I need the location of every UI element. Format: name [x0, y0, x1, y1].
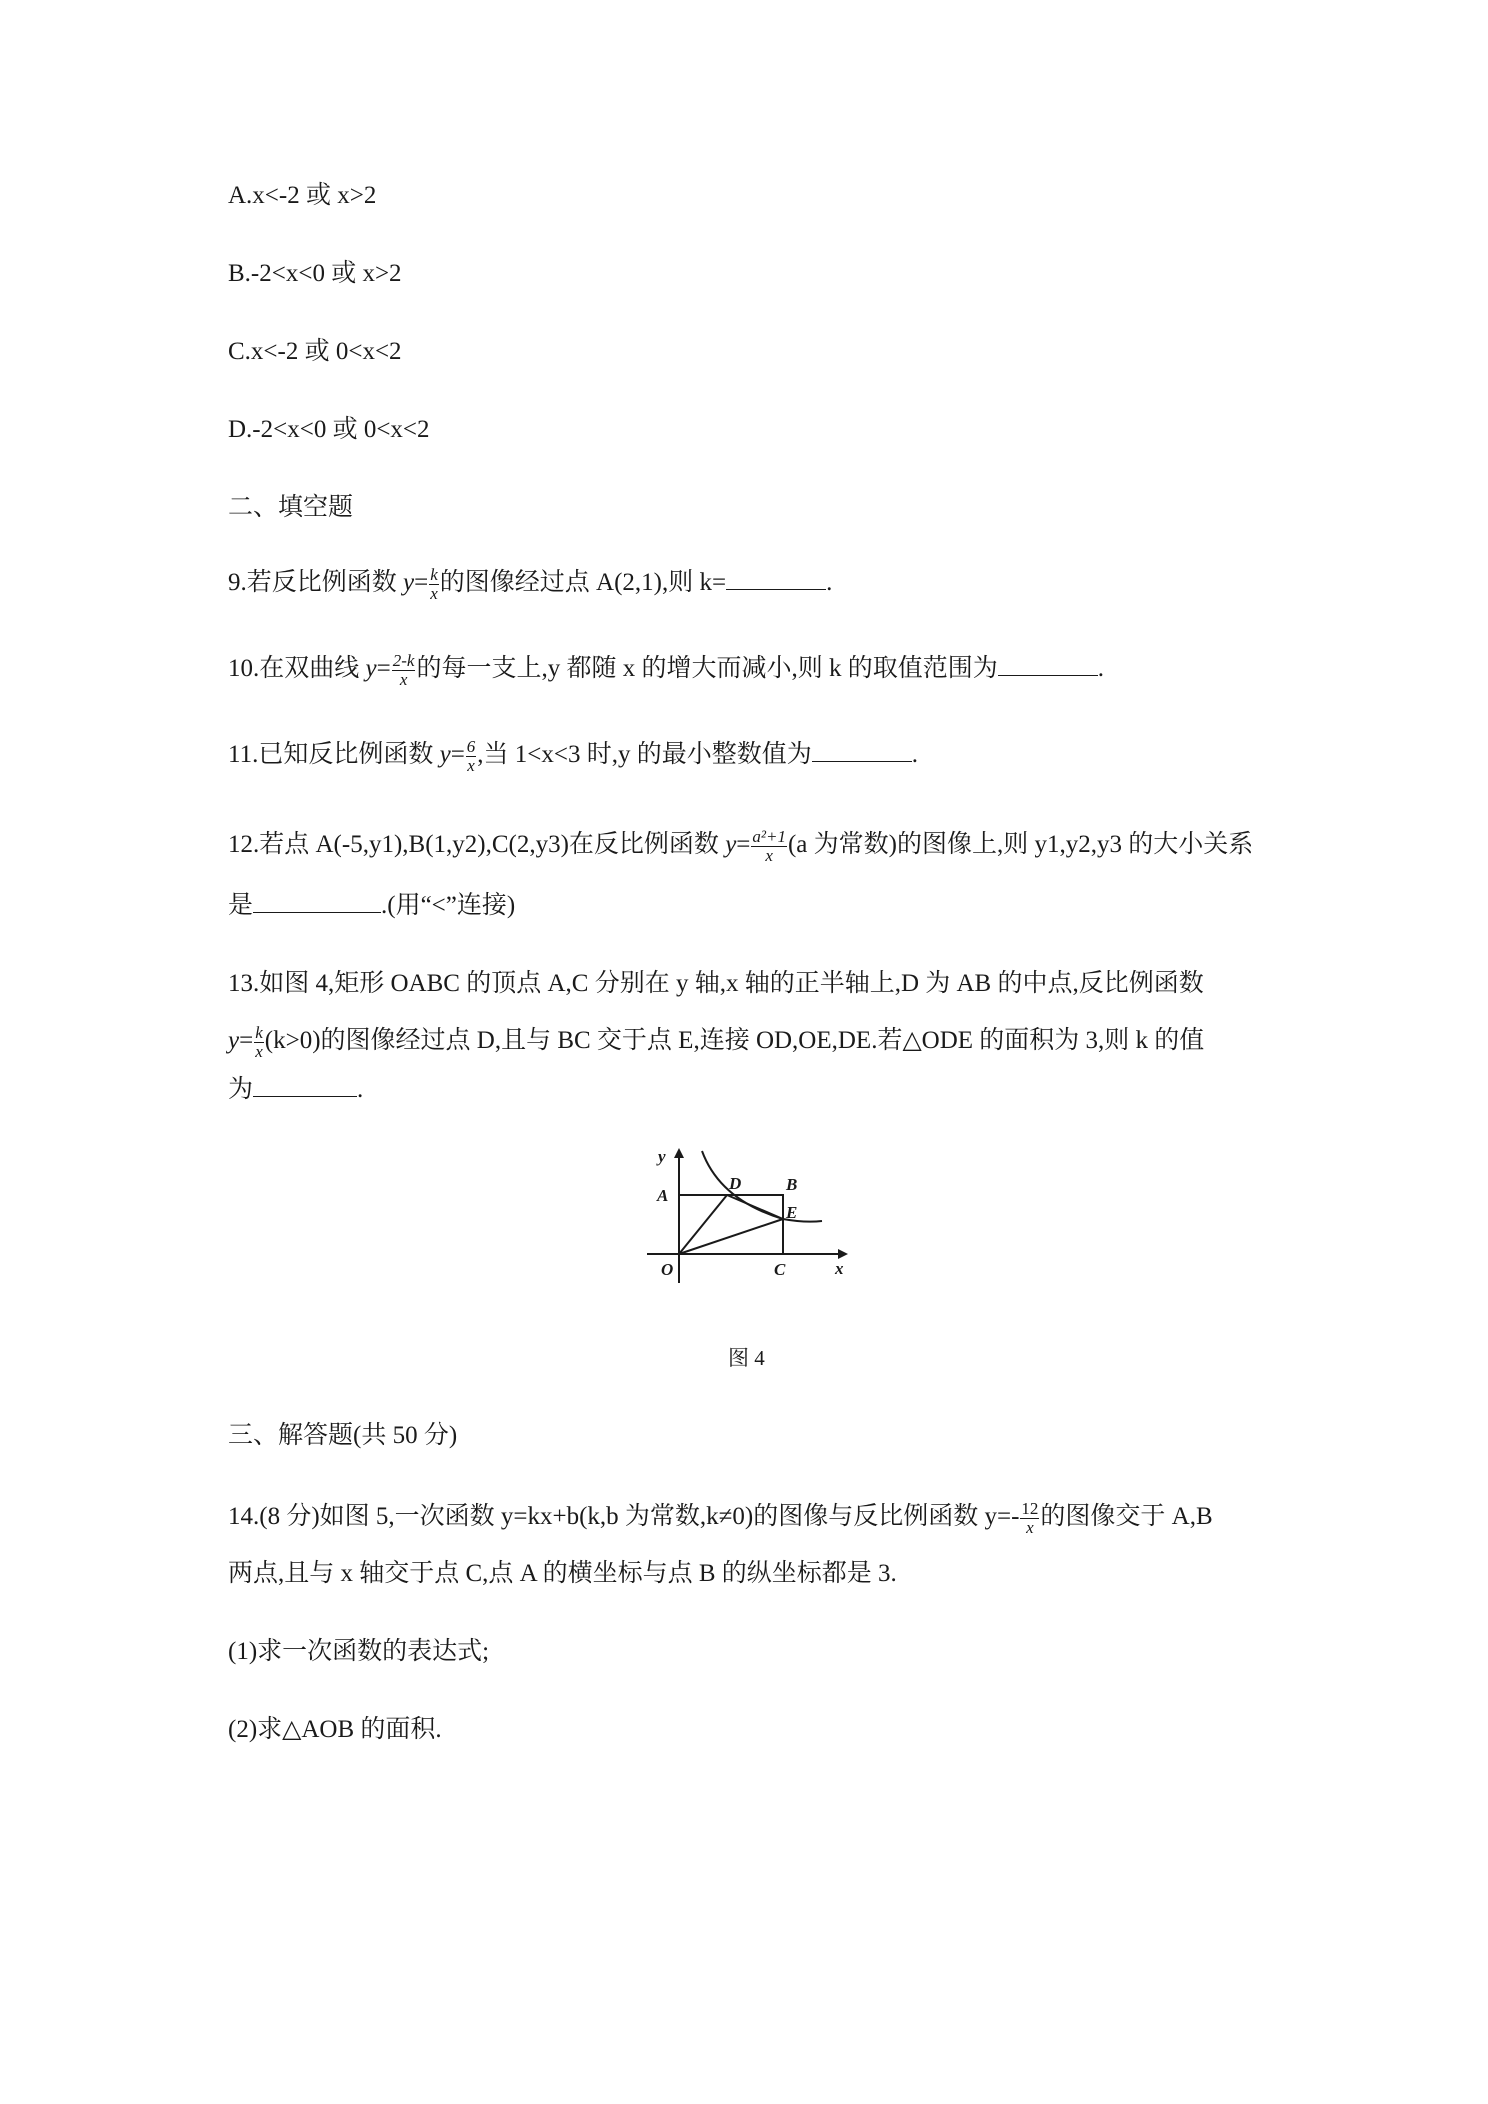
q9-post: 的图像经过点 A(2,1),则 k= — [439, 569, 727, 597]
question-12-line1: 12.若点 A(-5,y1),B(1,y2),C(2,y3)在反比例函数 y= $\frac{\text{a²+1}}{x}$ (a 为常数)的图像上,则 y1,y2,y3 的大小关系 — [228, 827, 1254, 865]
question-9: 9.若反比例函数 y= $\frac{k}{x}$ 的图像经过点 A(2,1),则 k= . — [228, 565, 833, 603]
label-o: O — [661, 1260, 674, 1279]
q14-fraction: $\frac{12}{x}$ — [1021, 1499, 1039, 1537]
question-14-part1: (1)求一次函数的表达式; — [228, 1638, 490, 1665]
q10-pre: 10.在双曲线 — [228, 655, 366, 683]
answer-blank[interactable] — [726, 567, 826, 590]
question-14-line2: 两点,且与 x 轴交于点 C,点 A 的横坐标与点 B 的纵坐标都是 3. — [228, 1560, 897, 1587]
answer-blank[interactable] — [812, 739, 912, 762]
question-13-line3: 为 . — [228, 1076, 364, 1103]
label-y: y — [658, 1147, 666, 1166]
option-a: A.x<-2 或 x>2 — [228, 182, 377, 209]
figure-caption: 图 4 — [728, 1346, 765, 1370]
question-11: 11.已知反比例函数 y= $\frac{6}{x}$ ,当 1<x<3 时,y 的最小整数值为 . — [228, 737, 918, 775]
label-d: D — [729, 1174, 742, 1193]
q12-pre: 12.若点 A(-5,y1),B(1,y2),C(2,y3)在反比例函数 — [228, 831, 726, 859]
q13-fraction: $\frac{k}{x}$ — [255, 1023, 263, 1061]
question-10: 10.在双曲线 y= $\frac{2-k}{x}$ 的每一支上,y 都随 x 的增大而减小,则 k 的取值范围为 . — [228, 651, 1104, 689]
question-14-line1: 14.(8 分)如图 5,一次函数 y=kx+b(k,b 为常数,k≠0)的图像与反比例函数 y=- $\frac{12}{x}$ 的图像交于 A,B — [228, 1499, 1213, 1537]
q11-fraction: $\frac{6}{x}$ — [466, 737, 476, 775]
label-x: x — [835, 1259, 844, 1278]
segment-oe — [679, 1219, 783, 1254]
section-title-answer: 三、解答题(共 50 分) — [228, 1422, 458, 1449]
q12-fraction: $\frac{\text{a²+1}}{x}$ — [752, 827, 786, 865]
label-e: E — [786, 1203, 798, 1222]
q10-post: 的每一支上,y 都随 x 的增大而减小,则 k 的取值范围为 — [416, 655, 998, 683]
question-13-line1: 13.如图 4,矩形 OABC 的顶点 A,C 分别在 y 轴,x 轴的正半轴上,D 为 AB 的中点,反比例函数 — [228, 970, 1204, 997]
q11-pre: 11.已知反比例函数 — [228, 741, 440, 769]
segment-de — [727, 1195, 783, 1219]
q11-post: ,当 1<x<3 时,y 的最小整数值为 — [477, 741, 812, 769]
option-c: C.x<-2 或 0<x<2 — [228, 338, 402, 365]
section-title-fill-blank: 二、填空题 — [228, 494, 354, 521]
answer-blank[interactable] — [253, 1074, 357, 1097]
label-c: C — [774, 1260, 786, 1279]
q9-pre: 9.若反比例函数 — [228, 569, 404, 597]
q12-post: (a 为常数)的图像上,则 y1,y2,y3 的大小关系 — [787, 831, 1254, 859]
label-b: B — [786, 1175, 798, 1194]
q10-fraction: $\frac{2-k}{x}$ — [392, 651, 415, 689]
option-b: B.-2<x<0 或 x>2 — [228, 260, 402, 287]
figure-4-diagram — [640, 1145, 860, 1300]
y-axis-arrow — [674, 1148, 684, 1158]
x-axis-arrow — [838, 1249, 848, 1259]
question-13-line2: y= $\frac{k}{x}$ (k>0)的图像经过点 D,且与 BC 交于点 E,连接 OD,OE,DE.若△ODE 的面积为 3,则 k 的值 — [228, 1023, 1205, 1061]
question-14-part2: (2)求△AOB 的面积. — [228, 1716, 442, 1743]
answer-blank[interactable] — [253, 890, 381, 913]
question-12-line2: 是 .(用“<”连接) — [228, 892, 516, 919]
option-d: D.-2<x<0 或 0<x<2 — [228, 416, 430, 443]
q9-fraction: $\frac{k}{x}$ — [430, 565, 438, 603]
answer-blank[interactable] — [998, 653, 1098, 676]
label-a: A — [657, 1186, 669, 1205]
